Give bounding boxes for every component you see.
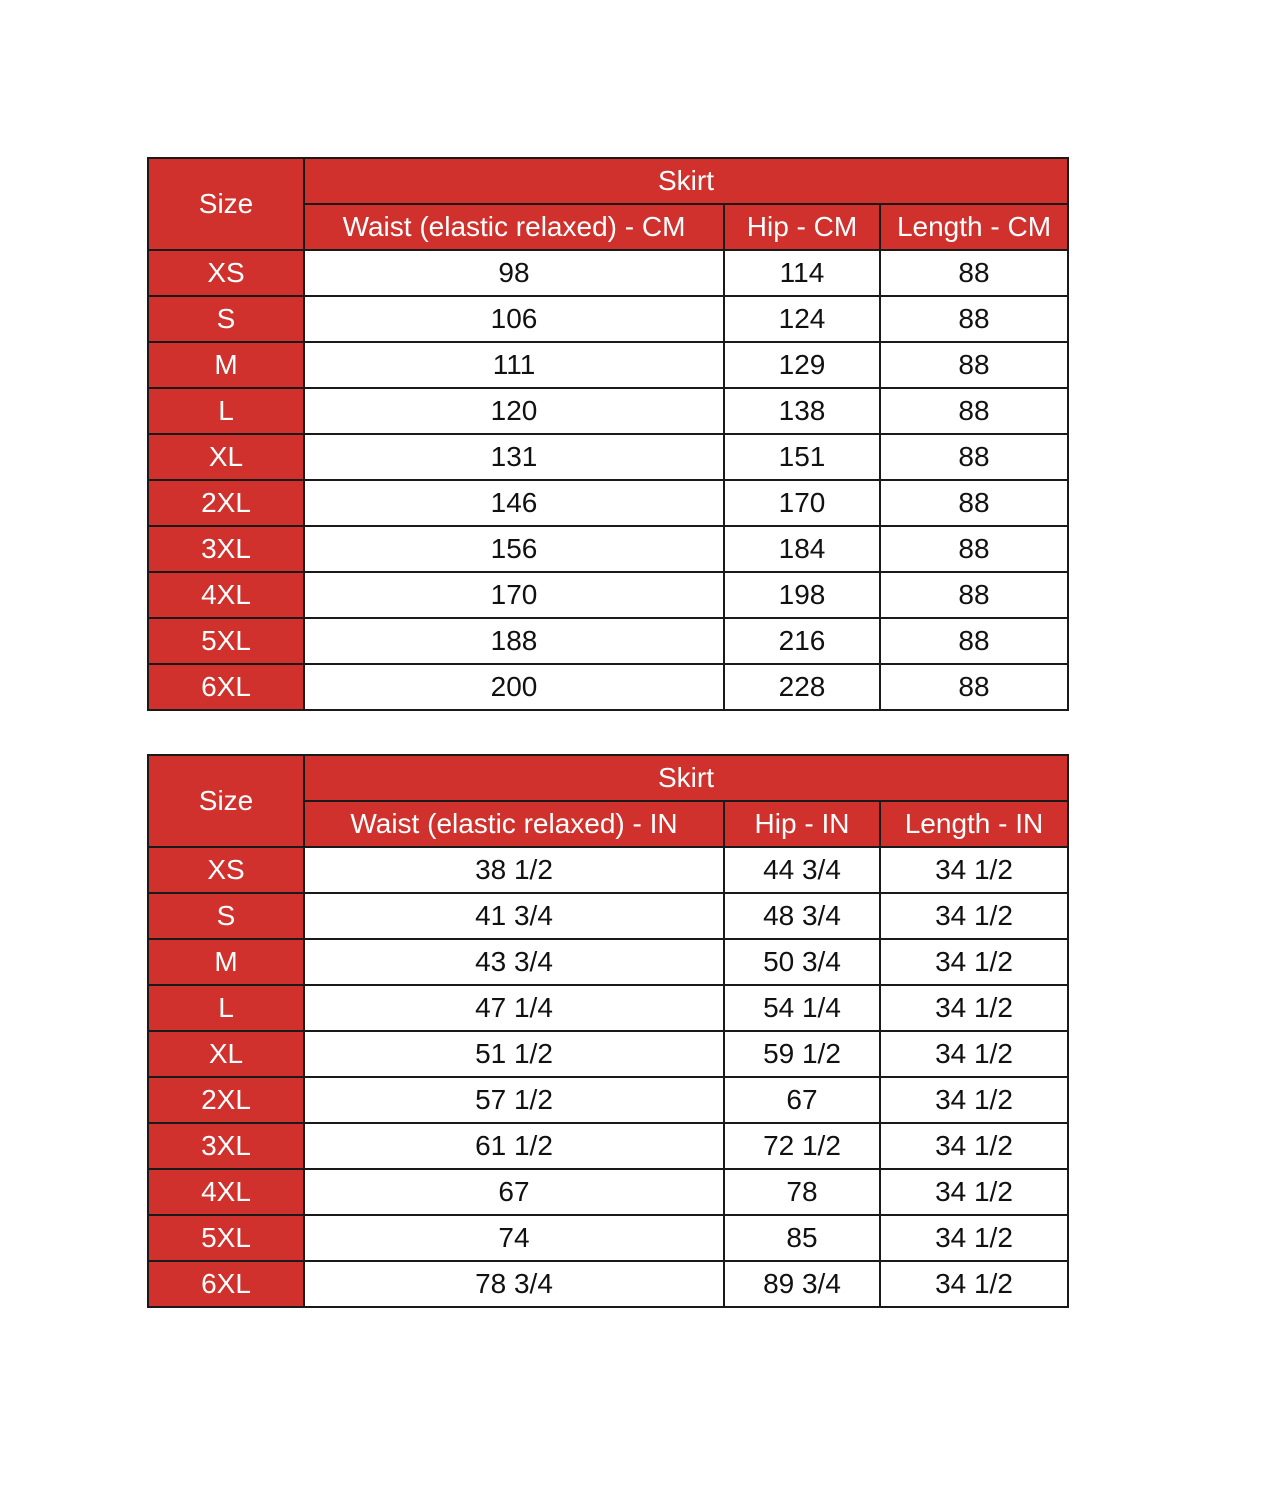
length-cell: 34 1/2 bbox=[880, 1123, 1068, 1169]
waist-cell: 131 bbox=[304, 434, 724, 480]
hip-cell: 114 bbox=[724, 250, 880, 296]
waist-cell: 43 3/4 bbox=[304, 939, 724, 985]
hip-column-header: Hip - IN bbox=[724, 801, 880, 847]
size-cell: 2XL bbox=[148, 480, 304, 526]
table-row bbox=[148, 939, 1068, 985]
length-cell: 34 1/2 bbox=[880, 893, 1068, 939]
hip-column-header: Hip - CM bbox=[724, 204, 880, 250]
length-cell: 34 1/2 bbox=[880, 1031, 1068, 1077]
length-cell: 88 bbox=[880, 618, 1068, 664]
hip-cell: 85 bbox=[724, 1215, 880, 1261]
table-row bbox=[148, 434, 1068, 480]
length-column-header: Length - IN bbox=[880, 801, 1068, 847]
length-cell: 88 bbox=[880, 250, 1068, 296]
length-cell: 34 1/2 bbox=[880, 939, 1068, 985]
length-cell: 34 1/2 bbox=[880, 847, 1068, 893]
length-cell: 88 bbox=[880, 480, 1068, 526]
length-cell: 34 1/2 bbox=[880, 1169, 1068, 1215]
hip-cell: 228 bbox=[724, 664, 880, 710]
table-row bbox=[148, 1077, 1068, 1123]
size-cell: XL bbox=[148, 434, 304, 480]
size-cell: XS bbox=[148, 847, 304, 893]
waist-cell: 170 bbox=[304, 572, 724, 618]
waist-column-header: Waist (elastic relaxed) - IN bbox=[304, 801, 724, 847]
length-cell: 88 bbox=[880, 572, 1068, 618]
size-chart-in bbox=[147, 754, 1069, 1308]
waist-cell: 111 bbox=[304, 342, 724, 388]
size-chart-cm bbox=[147, 157, 1069, 711]
waist-column-header: Waist (elastic relaxed) - CM bbox=[304, 204, 724, 250]
waist-cell: 120 bbox=[304, 388, 724, 434]
waist-cell: 67 bbox=[304, 1169, 724, 1215]
waist-cell: 78 3/4 bbox=[304, 1261, 724, 1307]
size-cell: M bbox=[148, 342, 304, 388]
table-row bbox=[148, 847, 1068, 893]
table-row bbox=[148, 985, 1068, 1031]
size-cell: S bbox=[148, 893, 304, 939]
table-row bbox=[148, 526, 1068, 572]
waist-cell: 200 bbox=[304, 664, 724, 710]
waist-cell: 41 3/4 bbox=[304, 893, 724, 939]
table-row bbox=[148, 388, 1068, 434]
size-header: Size bbox=[148, 158, 304, 250]
length-cell: 88 bbox=[880, 664, 1068, 710]
skirt-group-header: Skirt bbox=[304, 755, 1068, 801]
hip-cell: 72 1/2 bbox=[724, 1123, 880, 1169]
table-row bbox=[148, 1123, 1068, 1169]
hip-cell: 170 bbox=[724, 480, 880, 526]
size-cell: 3XL bbox=[148, 1123, 304, 1169]
size-cell: 6XL bbox=[148, 664, 304, 710]
length-column-header: Length - CM bbox=[880, 204, 1068, 250]
size-cell: XS bbox=[148, 250, 304, 296]
table-row bbox=[148, 1169, 1068, 1215]
waist-cell: 61 1/2 bbox=[304, 1123, 724, 1169]
waist-cell: 51 1/2 bbox=[304, 1031, 724, 1077]
table-row bbox=[148, 296, 1068, 342]
waist-cell: 156 bbox=[304, 526, 724, 572]
size-cell: L bbox=[148, 985, 304, 1031]
size-cell: S bbox=[148, 296, 304, 342]
length-cell: 88 bbox=[880, 388, 1068, 434]
length-cell: 34 1/2 bbox=[880, 1077, 1068, 1123]
hip-cell: 198 bbox=[724, 572, 880, 618]
hip-cell: 124 bbox=[724, 296, 880, 342]
length-cell: 88 bbox=[880, 342, 1068, 388]
size-cell: 2XL bbox=[148, 1077, 304, 1123]
table-row bbox=[148, 480, 1068, 526]
size-cell: 5XL bbox=[148, 1215, 304, 1261]
length-cell: 88 bbox=[880, 296, 1068, 342]
length-cell: 34 1/2 bbox=[880, 1215, 1068, 1261]
waist-cell: 57 1/2 bbox=[304, 1077, 724, 1123]
waist-cell: 38 1/2 bbox=[304, 847, 724, 893]
hip-cell: 216 bbox=[724, 618, 880, 664]
hip-cell: 129 bbox=[724, 342, 880, 388]
waist-cell: 74 bbox=[304, 1215, 724, 1261]
hip-cell: 48 3/4 bbox=[724, 893, 880, 939]
table-row bbox=[148, 1215, 1068, 1261]
length-cell: 34 1/2 bbox=[880, 1261, 1068, 1307]
size-cell: 6XL bbox=[148, 1261, 304, 1307]
waist-cell: 188 bbox=[304, 618, 724, 664]
hip-cell: 184 bbox=[724, 526, 880, 572]
hip-cell: 138 bbox=[724, 388, 880, 434]
table-row bbox=[148, 618, 1068, 664]
hip-cell: 89 3/4 bbox=[724, 1261, 880, 1307]
length-cell: 88 bbox=[880, 526, 1068, 572]
hip-cell: 44 3/4 bbox=[724, 847, 880, 893]
size-cell: XL bbox=[148, 1031, 304, 1077]
table-row bbox=[148, 342, 1068, 388]
table-row bbox=[148, 893, 1068, 939]
table-row bbox=[148, 1261, 1068, 1307]
size-cell: M bbox=[148, 939, 304, 985]
hip-cell: 59 1/2 bbox=[724, 1031, 880, 1077]
waist-cell: 98 bbox=[304, 250, 724, 296]
waist-cell: 106 bbox=[304, 296, 724, 342]
hip-cell: 50 3/4 bbox=[724, 939, 880, 985]
skirt-group-header: Skirt bbox=[304, 158, 1068, 204]
waist-cell: 47 1/4 bbox=[304, 985, 724, 1031]
table-row bbox=[148, 572, 1068, 618]
hip-cell: 67 bbox=[724, 1077, 880, 1123]
size-cell: 4XL bbox=[148, 1169, 304, 1215]
size-cell: L bbox=[148, 388, 304, 434]
size-cell: 3XL bbox=[148, 526, 304, 572]
table-row bbox=[148, 664, 1068, 710]
size-cell: 4XL bbox=[148, 572, 304, 618]
table-row bbox=[148, 1031, 1068, 1077]
table-row bbox=[148, 250, 1068, 296]
size-cell: 5XL bbox=[148, 618, 304, 664]
hip-cell: 78 bbox=[724, 1169, 880, 1215]
size-header: Size bbox=[148, 755, 304, 847]
hip-cell: 151 bbox=[724, 434, 880, 480]
waist-cell: 146 bbox=[304, 480, 724, 526]
length-cell: 34 1/2 bbox=[880, 985, 1068, 1031]
hip-cell: 54 1/4 bbox=[724, 985, 880, 1031]
length-cell: 88 bbox=[880, 434, 1068, 480]
